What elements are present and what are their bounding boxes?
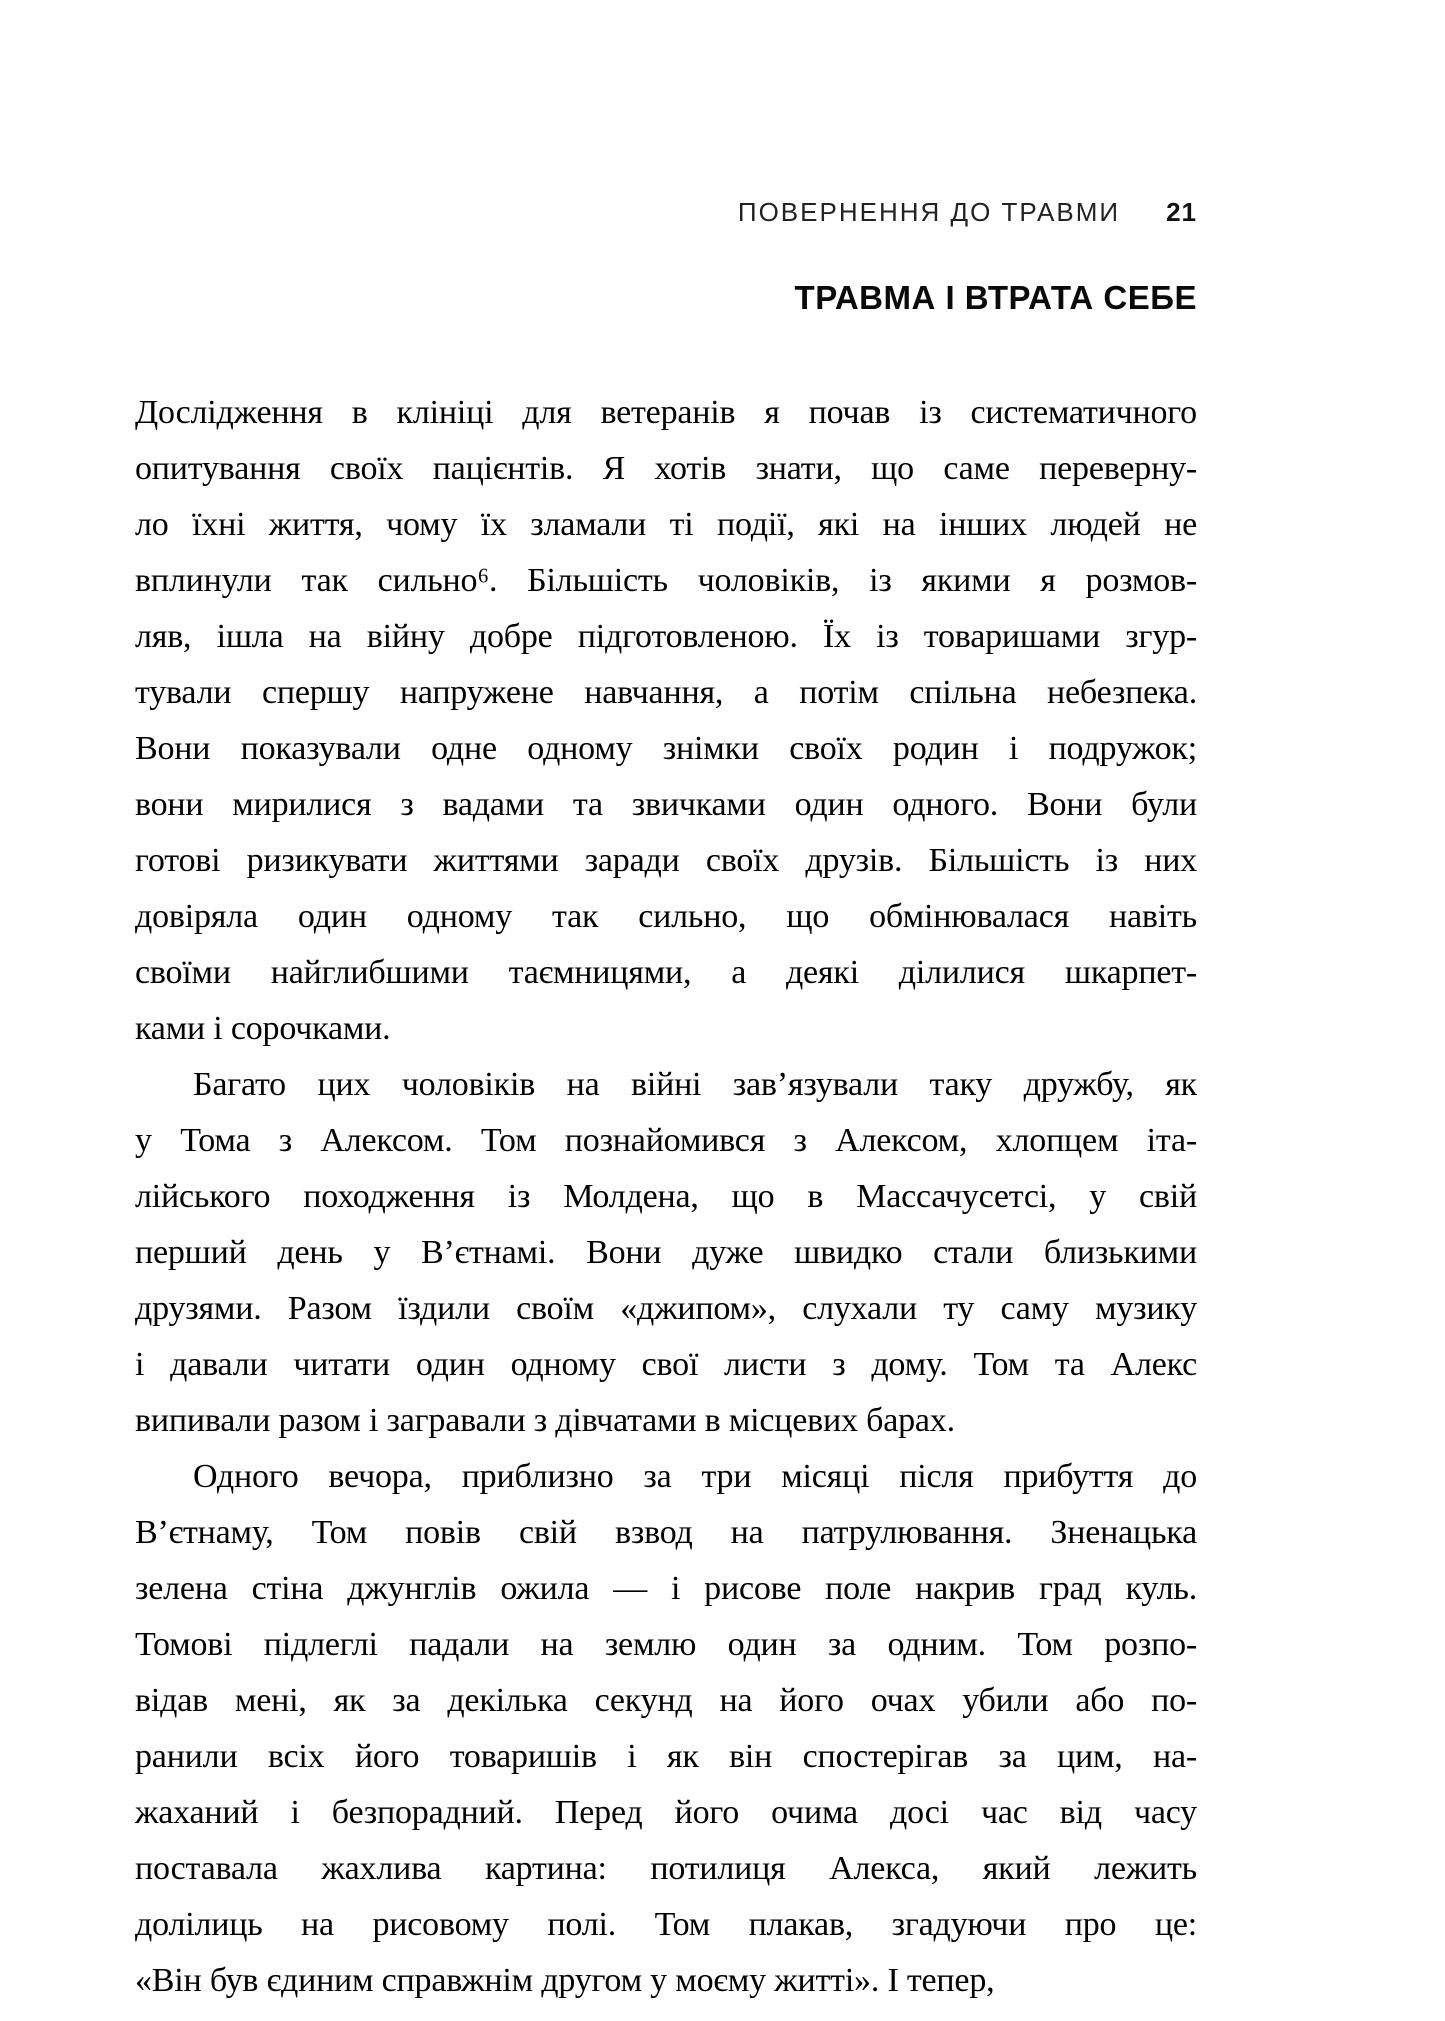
body-line: зелена стіна джунглів ожила — і рисове поле накрив град куль. — [135, 1570, 1197, 1607]
paragraph — [135, 1449, 1197, 2009]
body-text — [135, 385, 1197, 2009]
body-line: тували спершу напружене навчання, а потім спільна небезпека. — [135, 674, 1197, 711]
body-line: своїми найглибшими таємницями, а деякі ділилися шкарпет- — [135, 954, 1197, 991]
body-line: долілиць на рисовому полі. Том плакав, згадуючи про це: — [135, 1906, 1197, 1943]
body-line: довіряла один одному так сильно, що обмінювалася навіть — [135, 898, 1197, 935]
body-line: випивали разом і загравали з дівчатами в місцевих барах. — [135, 1402, 955, 1439]
paragraph — [135, 385, 1197, 1057]
running-title: ПОВЕРНЕННЯ ДО ТРАВМИ — [737, 197, 1121, 227]
body-line: ранили всіх його товаришів і як він спостерігав за цим, на- — [135, 1738, 1197, 1775]
body-line: ляв, ішла на війну добре підготовленою. Їх із товаришами згур- — [135, 618, 1197, 655]
body-line: вони мирилися з вадами та звичками один одного. Вони були — [135, 786, 1197, 823]
paragraph — [135, 1057, 1197, 1449]
body-line: готові ризикувати життями заради своїх друзів. Більшість із них — [135, 842, 1197, 879]
body-line: відав мені, як за декілька секунд на його очах убили або по- — [135, 1682, 1197, 1719]
body-line: Дослідження в клініці для ветеранів я почав із систематичного — [135, 394, 1197, 431]
body-line: Багато цих чоловіків на війні зав’язували таку дружбу, як — [193, 1066, 1197, 1103]
body-line: поставала жахлива картина: потилиця Алекса, який лежить — [135, 1850, 1197, 1887]
body-line: Вони показували одне одному знімки своїх родин і подружок; — [135, 730, 1197, 767]
body-line: Одного вечора, приблизно за три місяці після прибуття до — [193, 1458, 1197, 1495]
page-number: 21 — [1166, 197, 1197, 227]
body-line: друзями. Разом їздили своїм «джипом», слухали ту саму музику — [135, 1290, 1197, 1327]
body-line: опитування своїх пацієнтів. Я хотів знати, що саме переверну- — [135, 450, 1197, 487]
body-line: ками і сорочками. — [135, 1010, 391, 1047]
body-line: Томові підлеглі падали на землю один за одним. Том розпо- — [135, 1626, 1197, 1663]
section-title: ТРАВМА І ВТРАТА СЕБЕ — [794, 279, 1197, 316]
body-line: вплинули так сильно⁶. Більшість чоловіків, із якими я розмов- — [135, 562, 1197, 599]
body-line: жаханий і безпорадний. Перед його очима досі час від часу — [135, 1794, 1197, 1831]
body-line: перший день у В’єтнамі. Вони дуже швидко стали близькими — [135, 1234, 1197, 1271]
body-line: лійського походження із Молдена, що в Массачусетсі, у свій — [135, 1178, 1197, 1215]
body-line: у Тома з Алексом. Том познайомився з Алексом, хлопцем іта- — [135, 1122, 1197, 1159]
running-header — [135, 197, 1197, 228]
body-line: ло їхні життя, чому їх зламали ті події, які на інших людей не — [135, 506, 1197, 543]
body-line: «Він був єдиним справжнім другом у моєму житті». І тепер, — [135, 1962, 995, 1999]
body-line: В’єтнаму, Том повів свій взвод на патрулювання. Зненацька — [135, 1514, 1197, 1551]
body-line: і давали читати один одному свої листи з дому. Том та Алекс — [135, 1346, 1197, 1383]
